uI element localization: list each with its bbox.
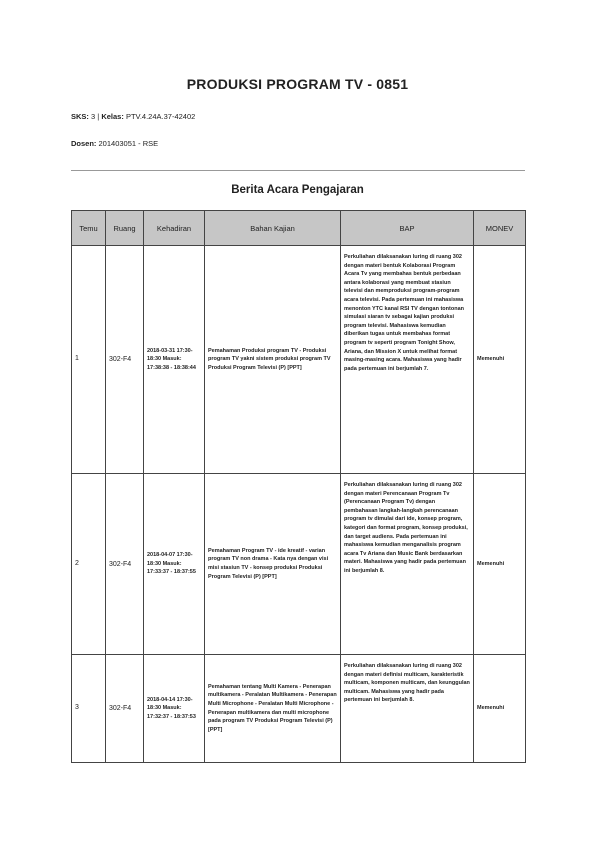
sks-label: SKS: — [71, 112, 89, 121]
bap-cell: Perkuliahan dilaksanakan luring di ruang 302 dengan materi definisi multicam, karakteristik multicam, komponen multicam, dan keunggulan multicam. Mahasiswa yang hadir pada pertemuan ini berjumlah 8. — [341, 655, 474, 763]
col-header-monev: MONEV — [474, 211, 526, 246]
table-row — [72, 655, 526, 763]
divider — [71, 170, 525, 171]
dosen-value: 201403051 - RSE — [98, 139, 159, 148]
bap-table — [71, 210, 526, 763]
monev-cell: Memenuhi — [474, 246, 526, 474]
col-header-ruang: Ruang — [106, 211, 144, 246]
temu-cell: 2 — [72, 474, 106, 655]
lecturer-meta-line — [71, 139, 158, 148]
kehadiran-cell: 2018-03-31 17:30-18:30 Masuk: 17:38:38 - 18:38:44 — [144, 246, 205, 474]
monev-cell: Memenuhi — [474, 474, 526, 655]
temu-cell: 1 — [72, 246, 106, 474]
ruang-cell: 302-F4 — [106, 655, 144, 763]
bahan-kajian-cell: Pemahaman Produksi program TV - Produksi program TV yakni sistem produksi program TV Produksi Program Televisi (P) [PPT] — [205, 246, 341, 474]
sks-value: 3 — [91, 112, 96, 121]
table-header-row — [72, 211, 526, 246]
ruang-cell: 302-F4 — [106, 474, 144, 655]
table-row — [72, 246, 526, 474]
monev-cell: Memenuhi — [474, 655, 526, 763]
col-header-kehadiran: Kehadiran — [144, 211, 205, 246]
bahan-kajian-cell: Pemahaman tentang Multi Kamera - Penerapan multikamera - Peralatan Multikamera - Penerapan Multi Microphone - Peralatan Multi Microphone - Penerapan multikamera dan multi microphone pada program TV Produksi Program Televisi (P) [PPT] — [205, 655, 341, 763]
col-header-bap: BAP — [341, 211, 474, 246]
bahan-kajian-cell: Pemahaman Program TV - ide kreatif - varian program TV non drama - Kata nya dengan visi misi stasiun TV - konsep produksi Produksi Program Televisi (P) [PPT] — [205, 474, 341, 655]
page-title: PRODUKSI PROGRAM TV - 0851 — [186, 76, 409, 92]
kehadiran-cell: 2018-04-14 17:30-18:30 Masuk: 17:32:37 - 18:37:53 — [144, 655, 205, 763]
bap-cell: Perkuliahan dilaksanakan luring di ruang 302 dengan materi Perencanaan Program Tv (Perencanaan Program Tv) dengan pembahasan langkah-langkah perencanaan program tv dimulai dari ide, konsep program, kategori dan format program, konsep produksi, dan target audiens. Pada pertemuan ini mahasiswa kemudian menganalisis program acara Tv Ariana dan Music Bank berdasarkan materi. Mahasiswa yang hadir pada pertemuan ini berjumlah 8. — [341, 474, 474, 655]
kelas-label: Kelas: — [101, 112, 124, 121]
temu-cell: 3 — [72, 655, 106, 763]
course-meta-line — [71, 112, 195, 121]
col-header-bahan-kajian: Bahan Kajian — [205, 211, 341, 246]
table-row — [72, 474, 526, 655]
dosen-label: Dosen: — [71, 139, 97, 148]
kehadiran-cell: 2018-04-07 17:30-18:30 Masuk: 17:33:37 - 18:37:55 — [144, 474, 205, 655]
bap-cell: Perkuliahan dilaksanakan luring di ruang 302 dengan materi bentuk Kolaborasi Program Acara Tv yang membahas bentuk perbedaan antara kolaborasi yang membuat stasiun televisi dan memproduksi program-program acara televisi. Pada pertemuan ini mahasiswa menonton YTC kanal RSI TV dengan tontonan simulasi siaran tv sebagai kajian produksi program televisi. Mahasiswa kemudian diberikan tugas untuk membahas format program tv seperti program Tonight Show, Ariana, dan Mission X untuk melihat format masing-masing acara. Mahasiswa yang hadir pada pertemuan ini berjumlah 7. — [341, 246, 474, 474]
ruang-cell: 302-F4 — [106, 246, 144, 474]
meta-separator: | — [97, 112, 100, 121]
kelas-value: PTV.4.24A.37-42402 — [125, 112, 196, 121]
col-header-temu: Temu — [72, 211, 106, 246]
section-title: Berita Acara Pengajaran — [231, 184, 364, 196]
